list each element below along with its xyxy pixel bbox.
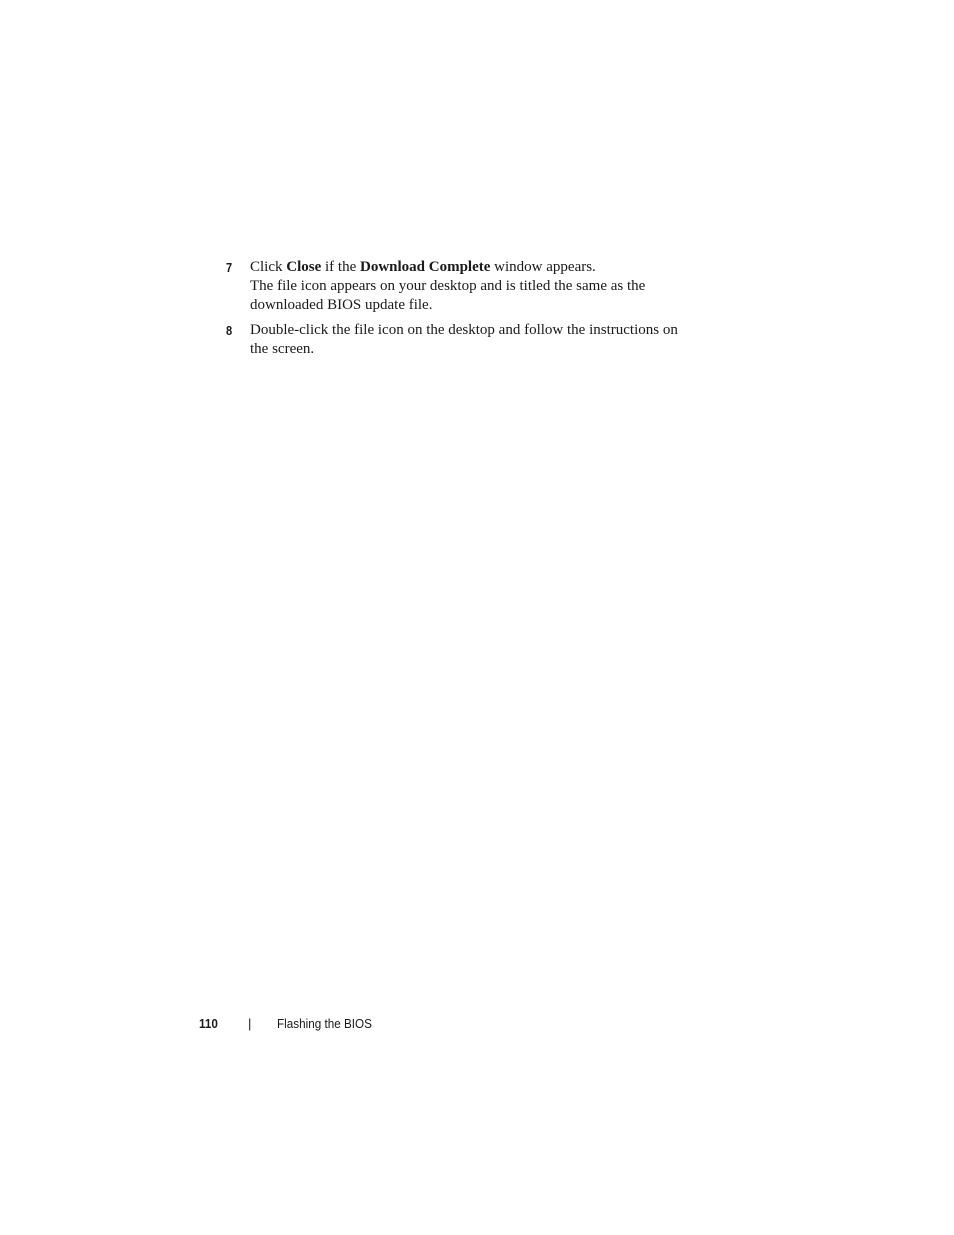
- page-number: 110: [199, 1016, 218, 1031]
- step-7: [226, 258, 726, 315]
- step-number: 8: [226, 323, 233, 338]
- step-number: 7: [226, 260, 233, 275]
- procedure-steps: [226, 258, 726, 365]
- footer-section-title: Flashing the BIOS: [277, 1016, 372, 1031]
- step-8-instruction-line-2: the screen.: [250, 341, 315, 357]
- step-8-instruction-line-1: Double-click the file icon on the desktop and follow the instructions on: [250, 322, 678, 338]
- step-7-result-line-2: downloaded BIOS update file.: [250, 297, 433, 313]
- step-7-result-line-1: The file icon appears on your desktop and is titled the same as the: [250, 278, 646, 294]
- step-8: [226, 321, 726, 359]
- step-7-instruction: Click Close if the Download Complete window appears.: [250, 259, 596, 275]
- download-complete-label: Download Complete: [360, 259, 491, 275]
- footer-separator: |: [248, 1016, 252, 1031]
- close-label: Close: [286, 259, 322, 275]
